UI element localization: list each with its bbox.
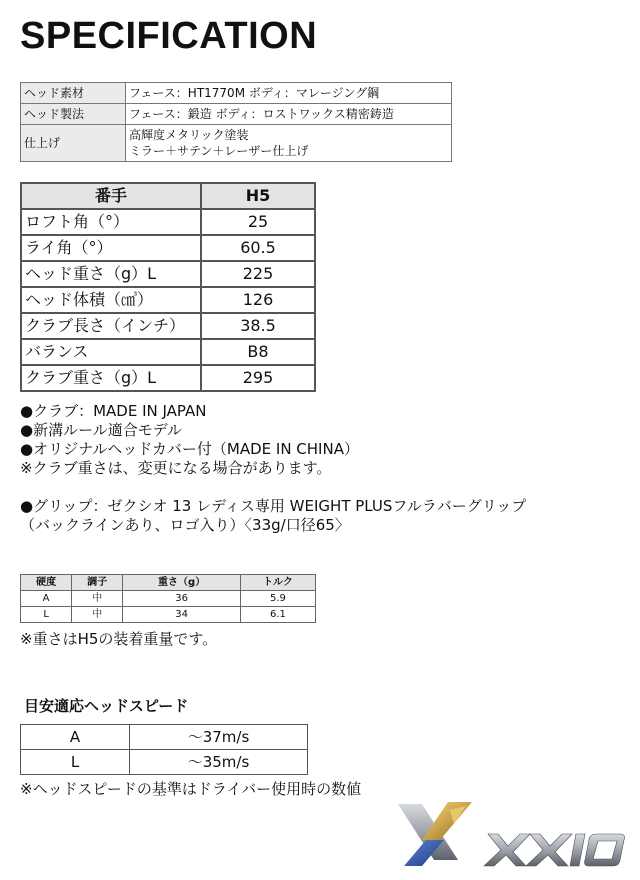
table-row <box>21 83 452 104</box>
row-value: 295 <box>201 365 315 391</box>
row-label: クラブ重さ（g）L <box>21 365 201 391</box>
table-cell: L <box>21 607 72 623</box>
table-row <box>21 339 315 365</box>
head-materials-table <box>20 82 452 162</box>
speed-cell: ～35m/s <box>130 750 308 775</box>
spec-table <box>20 182 316 392</box>
row-value: B8 <box>201 339 315 365</box>
flex-cell: L <box>21 750 130 775</box>
table-cell: 6.1 <box>240 607 315 623</box>
row-value: 38.5 <box>201 313 315 339</box>
column-header: 番手 <box>21 183 201 209</box>
table-cell: 34 <box>123 607 240 623</box>
row-label: ヘッド体積（㎤） <box>21 287 201 313</box>
note-line: ●クラブ：MADE IN JAPAN <box>20 402 207 420</box>
table-row <box>21 125 452 162</box>
table-row <box>21 104 452 125</box>
flex-cell: A <box>21 725 130 750</box>
row-value: 60.5 <box>201 235 315 261</box>
shaft-note: ※重さはH5の装着重量です。 <box>20 630 218 648</box>
shaft-table <box>20 574 316 623</box>
header-row <box>21 575 316 591</box>
column-header: 調子 <box>72 575 123 591</box>
head-speed-note: ※ヘッドスピードの基準はドライバー使用時の数値 <box>20 780 362 798</box>
table-row <box>21 261 315 287</box>
table-cell: 36 <box>123 591 240 607</box>
speed-cell: ～37m/s <box>130 725 308 750</box>
table-row <box>21 725 308 750</box>
row-label: ロフト角（°） <box>21 209 201 235</box>
note-line: ※クラブ重さは、変更になる場合があります。 <box>20 459 332 477</box>
xxio-logo <box>388 800 628 868</box>
xxio-wordmark <box>484 834 625 866</box>
table-row <box>21 607 316 623</box>
grip-notes <box>20 497 526 535</box>
column-header: H5 <box>201 183 315 209</box>
note-line: ●新溝ルール適合モデル <box>20 421 183 439</box>
head-speed-table <box>20 724 308 775</box>
row-value: フェース：HT1770M ボディ：マレージング鋼 <box>126 83 452 104</box>
table-row <box>21 591 316 607</box>
table-row <box>21 313 315 339</box>
row-label: ヘッド素材 <box>21 83 126 104</box>
row-label: ヘッド製法 <box>21 104 126 125</box>
table-cell: 中 <box>72 607 123 623</box>
finish-line: ミラー＋サテン＋レーザー仕上げ <box>129 144 309 158</box>
table-row <box>21 750 308 775</box>
row-value: 225 <box>201 261 315 287</box>
table-row <box>21 287 315 313</box>
x-emblem <box>398 802 472 866</box>
finish-line: 高輝度メタリック塗装 <box>129 128 249 142</box>
row-label: 仕上げ <box>21 125 126 162</box>
row-value: 25 <box>201 209 315 235</box>
column-header: 硬度 <box>21 575 72 591</box>
note-line: （バックラインあり、ロゴ入り）〈33g/口径65〉 <box>20 516 350 534</box>
row-label: バランス <box>21 339 201 365</box>
header-row <box>21 183 315 209</box>
row-label: ライ角（°） <box>21 235 201 261</box>
table-row <box>21 235 315 261</box>
column-header: トルク <box>240 575 315 591</box>
table-row <box>21 209 315 235</box>
row-label: ヘッド重さ（g）L <box>21 261 201 287</box>
row-value: フェース：鍛造 ボディ：ロストワックス精密鋳造 <box>126 104 452 125</box>
page-title: SPECIFICATION <box>20 15 318 57</box>
note-line: ●グリップ：ゼクシオ 13 レディス専用 WEIGHT PLUSフルラバーグリップ <box>20 497 527 515</box>
row-value <box>126 125 452 162</box>
column-header: 重さ（g） <box>123 575 240 591</box>
row-label: クラブ長さ（インチ） <box>21 313 201 339</box>
row-value: 126 <box>201 287 315 313</box>
head-speed-title: 目安適応ヘッドスピード <box>24 697 189 715</box>
table-cell: A <box>21 591 72 607</box>
table-row <box>21 365 315 391</box>
table-cell: 5.9 <box>240 591 315 607</box>
club-notes <box>20 402 359 478</box>
note-line: ●オリジナルヘッドカバー付（MADE IN CHINA） <box>20 440 359 458</box>
table-cell: 中 <box>72 591 123 607</box>
